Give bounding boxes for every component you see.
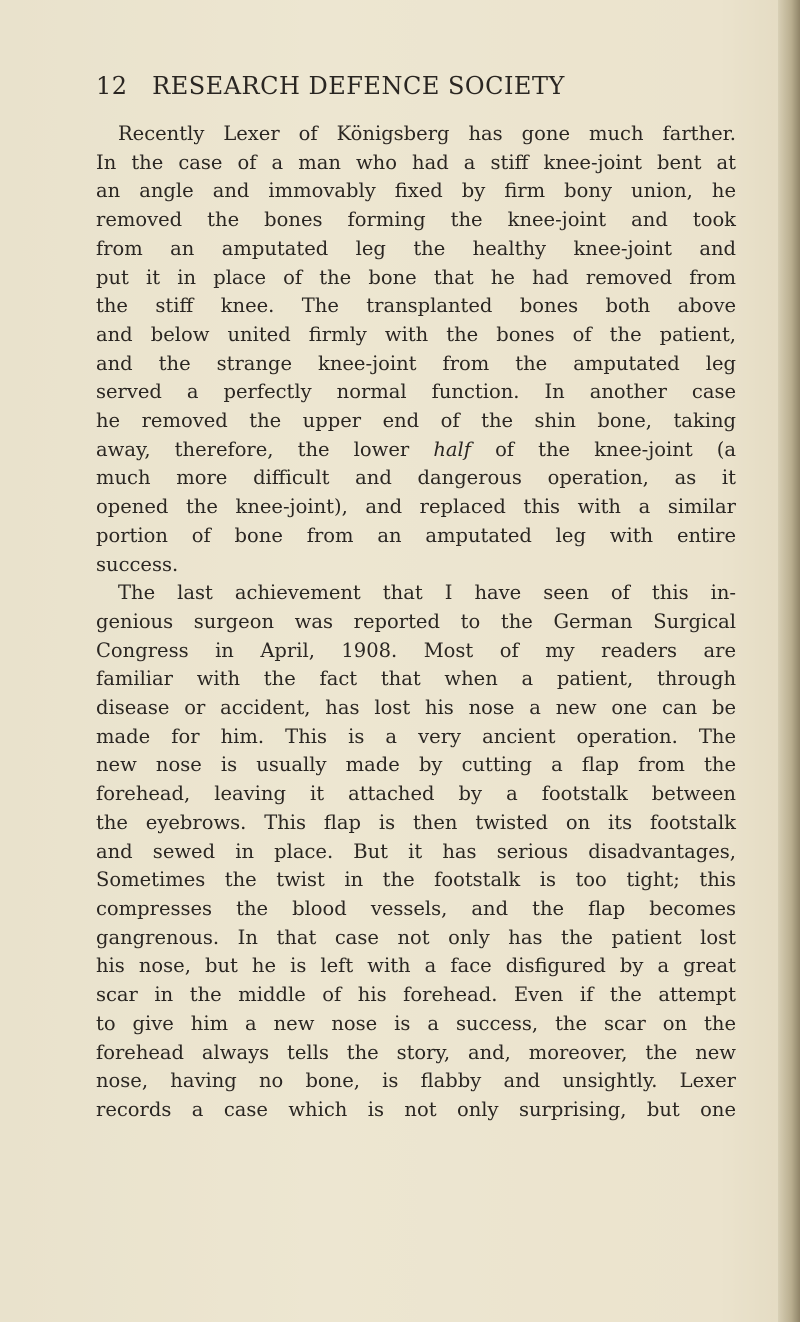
italic-word: half [433, 437, 471, 461]
body-text [96, 120, 736, 1125]
page-edge-shadow [778, 0, 800, 1322]
text-line: and the strange knee-joint from the amputated leg [96, 351, 736, 375]
text-line: The last achievement that I have seen of this in- [118, 581, 736, 605]
text-line: he removed the upper end of the shin bone, taking [96, 409, 736, 433]
running-header [96, 72, 696, 100]
text-line: Congress in April, 1908. Most of my readers are [96, 638, 736, 662]
text-line: Sometimes the twist in the footstalk is too tight; this [96, 868, 736, 892]
text-line: genious surgeon was reported to the German Surgical [96, 609, 736, 633]
text-line: compresses the blood vessels, and the flap becomes [96, 896, 736, 920]
text-line: made for him. This is a very ancient operation. The [96, 724, 736, 748]
text-line: put it in place of the bone that he had removed from [96, 265, 736, 289]
text-line: served a perfectly normal function. In another case [96, 380, 736, 404]
text-fragment: away, therefore, the lower half of the knee-joint (a [96, 437, 736, 461]
running-title: RESEARCH DEFENCE SOCIETY [152, 72, 565, 100]
text-line: gangrenous. In that case not only has the patient lost [96, 925, 736, 949]
text-line: In the case of a man who had a stiff knee-joint bent at [96, 150, 736, 174]
text-line: from an amputated leg the healthy knee-joint and [96, 236, 736, 260]
text-line: familiar with the fact that when a patient, through [96, 667, 736, 691]
text-line: the stiff knee. The transplanted bones both above [96, 294, 736, 318]
text-line: forehead, leaving it attached by a footstalk between [96, 782, 736, 806]
text-line: to give him a new nose is a success, the scar on the [96, 1011, 736, 1035]
text-line: scar in the middle of his forehead. Even if the attempt [96, 983, 736, 1007]
text-line: his nose, but he is left with a face disfigured by a great [96, 954, 736, 978]
text-line: and below united firmly with the bones of the patient, [96, 322, 736, 346]
text-line: an angle and immovably fixed by firm bony union, he [96, 179, 736, 203]
text-line: nose, having no bone, is flabby and unsightly. Lexer [96, 1069, 736, 1093]
text-line: portion of bone from an amputated leg with entire [96, 523, 736, 547]
text-line: success. [96, 552, 179, 576]
page-number: 12 [96, 72, 128, 100]
text-line: removed the bones forming the knee-joint and took [96, 208, 736, 232]
text-line: disease or accident, has lost his nose a new one can be [96, 696, 736, 720]
text-line: records a case which is not only surprising, but one [96, 1097, 736, 1121]
text-line: the eyebrows. This flap is then twisted on its footstalk [96, 810, 736, 834]
text-line: new nose is usually made by cutting a flap from the [96, 753, 736, 777]
text-line: opened the knee-joint), and replaced this with a similar [96, 495, 736, 519]
text-line: Recently Lexer of Königsberg has gone much farther. [118, 122, 736, 145]
text-line: and sewed in place. But it has serious disadvantages, [96, 839, 736, 863]
text-line [96, 436, 736, 465]
text-line: forehead always tells the story, and, moreover, the new [96, 1040, 736, 1064]
text-line: much more difficult and dangerous operation, as it [96, 466, 736, 490]
